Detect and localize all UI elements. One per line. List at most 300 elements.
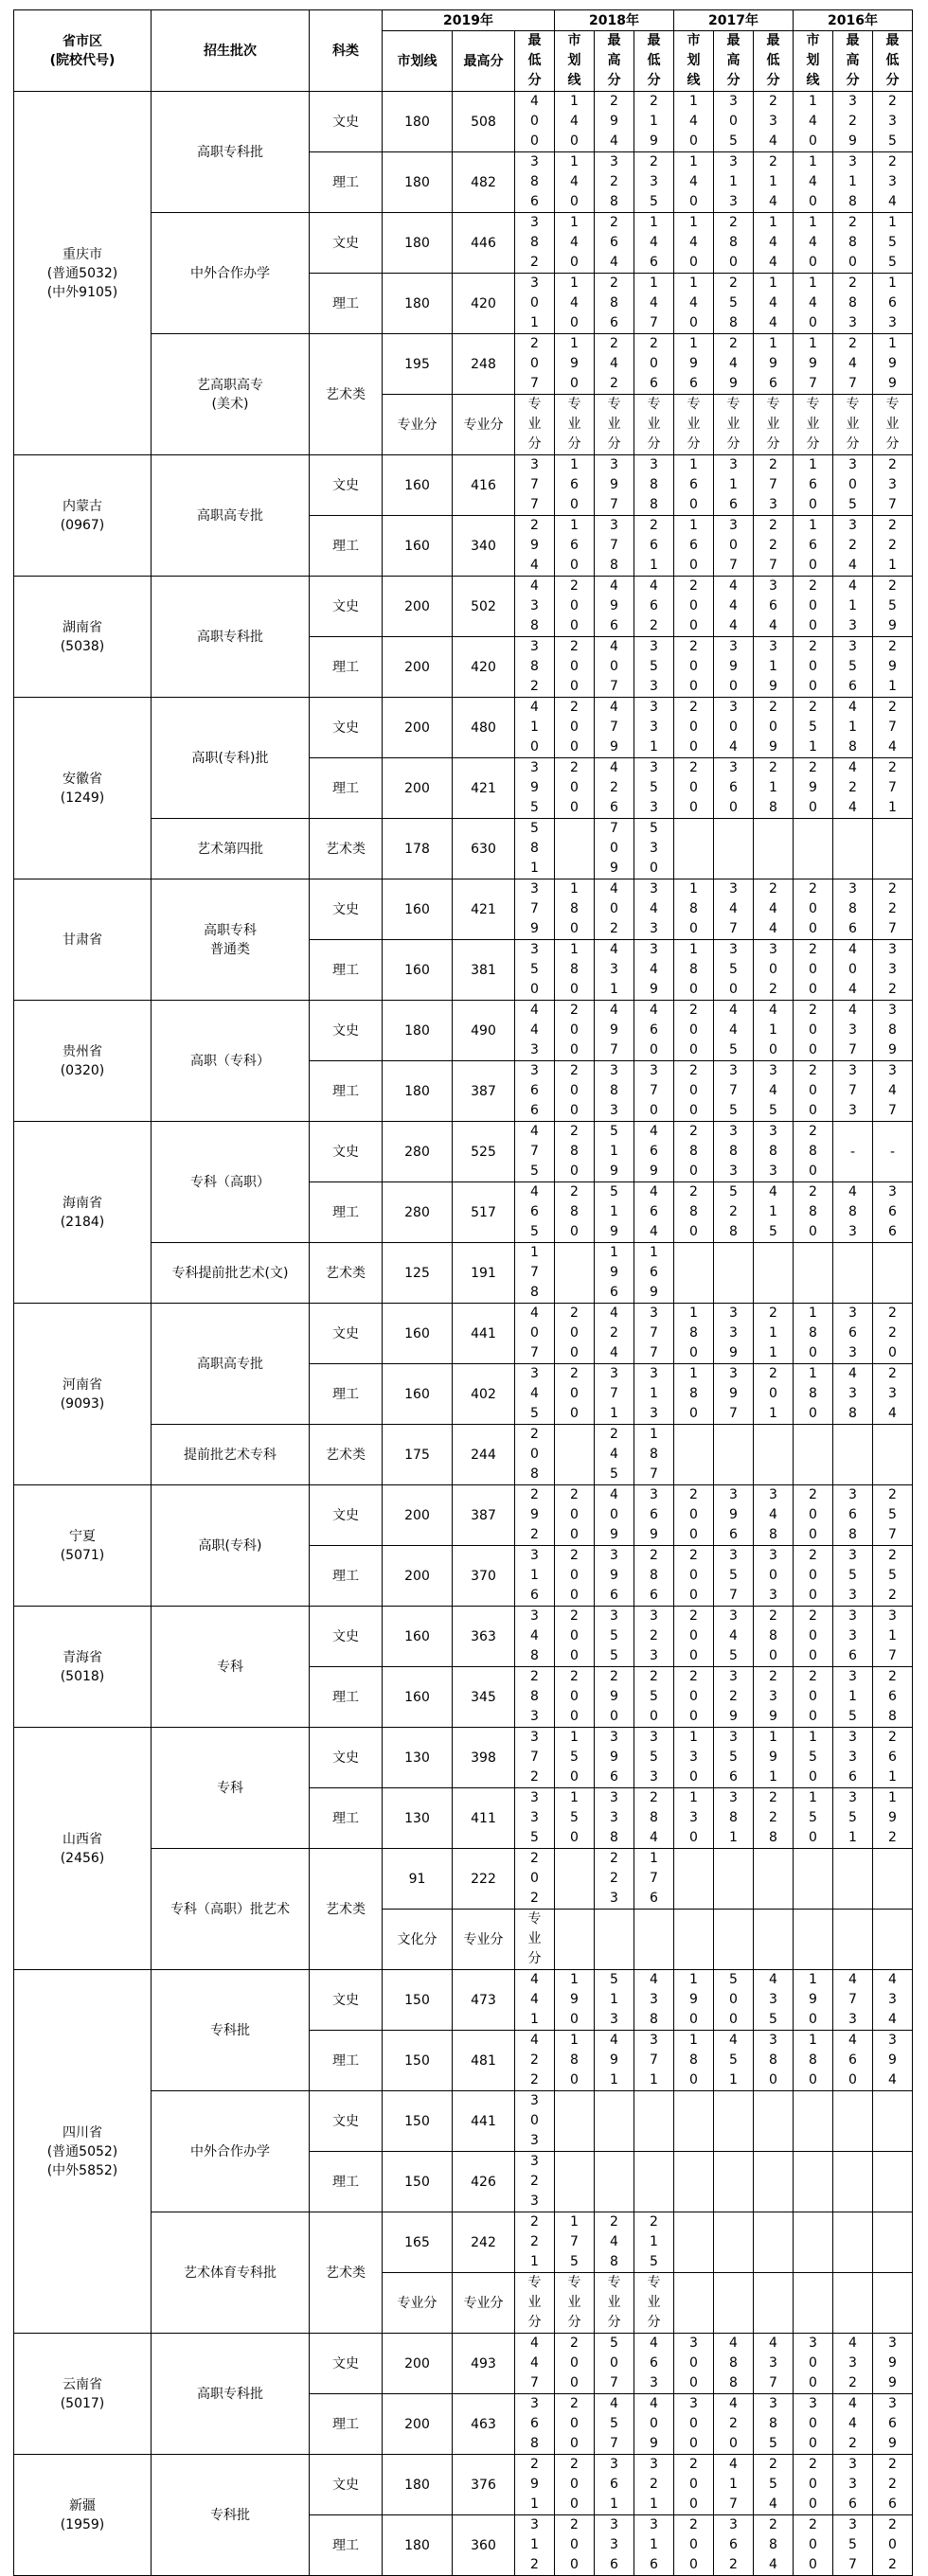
score-cell: 2 5 9 [873, 577, 913, 637]
batch-cell: 高职（专科） [152, 1001, 310, 1122]
score-cell [794, 2091, 833, 2152]
score-cell: 2 0 0 [555, 2455, 595, 2515]
score-cell: 2 0 0 [794, 1546, 833, 1607]
score-cell: 2 0 0 [794, 1001, 833, 1061]
score-cell: 370 [453, 1546, 515, 1607]
header-year: 2017年 [674, 10, 794, 31]
score-cell: 专 业 分 [674, 395, 714, 455]
subheader-2019: 市划线 [383, 31, 453, 92]
score-cell: 3 9 6 [714, 1485, 754, 1546]
subject-cell: 理工 [310, 940, 383, 1001]
score-cell: 3 6 1 [595, 2455, 634, 2515]
subject-cell: 文史 [310, 1001, 383, 1061]
batch-cell: 高职专科 普通类 [152, 879, 310, 1001]
table-row [14, 1001, 913, 1061]
score-cell: 345 [453, 1667, 515, 1728]
score-cell: 3 5 3 [634, 637, 674, 698]
score-cell [873, 2091, 913, 2152]
score-cell: 416 [453, 455, 515, 516]
score-cell: 3 3 2 [873, 940, 913, 1001]
score-cell: 专业分 [383, 2273, 453, 2334]
score-cell: 2 0 0 [674, 698, 714, 758]
score-cell: 4 4 2 [833, 2394, 873, 2455]
batch-cell: 高职(专科) [152, 1485, 310, 1607]
score-cell: 3 2 9 [714, 1667, 754, 1728]
score-cell: 5 8 1 [515, 819, 555, 879]
score-cell: 专 业 分 [555, 2273, 595, 2334]
subheader: 最 低 分 [754, 31, 794, 92]
table-row [14, 1485, 913, 1546]
subject-cell: 理工 [310, 758, 383, 819]
batch-cell: 专科批 [152, 2455, 310, 2576]
subject-cell: 理工 [310, 516, 383, 577]
score-cell: 2 1 1 [754, 1304, 794, 1364]
subject-cell: 文史 [310, 698, 383, 758]
score-cell: 4 4 5 [714, 1001, 754, 1061]
score-cell: 4 0 2 [595, 879, 634, 940]
score-cell: 2 8 6 [595, 274, 634, 334]
score-cell: 2 0 0 [555, 1607, 595, 1667]
score-cell: 专 业 分 [754, 395, 794, 455]
batch-cell: 中外合作办学 [152, 2091, 310, 2212]
score-cell: 2 0 0 [794, 2515, 833, 2576]
header-subject: 科类 [310, 10, 383, 92]
score-cell: 1 4 0 [555, 152, 595, 213]
subject-cell: 理工 [310, 1364, 383, 1425]
score-cell: 3 3 6 [833, 1728, 873, 1788]
score-cell: 2 0 0 [555, 698, 595, 758]
score-cell [714, 819, 754, 879]
score-cell: 473 [453, 1970, 515, 2031]
score-cell [794, 1425, 833, 1485]
score-cell: 3 7 5 [714, 1061, 754, 1122]
score-cell: 1 9 2 [873, 1788, 913, 1849]
score-cell: 2 5 0 [634, 1667, 674, 1728]
score-cell: 专 业 分 [595, 395, 634, 455]
score-cell: 2 2 7 [754, 516, 794, 577]
score-cell: 1 4 0 [794, 213, 833, 274]
score-cell: 3 1 7 [873, 1607, 913, 1667]
score-cell [873, 1243, 913, 1304]
score-cell: 200 [383, 577, 453, 637]
score-cell: 3 4 5 [754, 1061, 794, 1122]
score-cell: 490 [453, 1001, 515, 1061]
score-cell: 1 4 4 [754, 213, 794, 274]
province-cell: 贵州省 (0320) [14, 1001, 152, 1122]
score-cell: 630 [453, 819, 515, 879]
score-cell: 2 0 0 [674, 1485, 714, 1546]
score-cell: 2 0 2 [515, 1849, 555, 1910]
batch-cell: 高职(专科)批 [152, 698, 310, 819]
batch-cell: 艺术体育专科批 [152, 2212, 310, 2334]
score-cell: 402 [453, 1364, 515, 1425]
score-cell [754, 1849, 794, 1910]
score-cell: 4 5 1 [714, 2031, 754, 2091]
subject-cell: 文史 [310, 577, 383, 637]
score-cell: 340 [453, 516, 515, 577]
score-cell: 1 8 0 [674, 940, 714, 1001]
score-cell: 2 2 0 [873, 1304, 913, 1364]
score-cell: 3 9 9 [873, 2334, 913, 2394]
score-cell: 363 [453, 1607, 515, 1667]
score-cell [833, 2273, 873, 2334]
score-cell: 3 1 8 [833, 152, 873, 213]
score-cell: 3 0 2 [754, 940, 794, 1001]
score-cell: 3 4 9 [634, 940, 674, 1001]
score-cell: 2 4 9 [714, 334, 754, 395]
batch-cell: 专科 [152, 1607, 310, 1728]
subject-cell: 艺术类 [310, 1425, 383, 1485]
score-cell: 2 8 4 [634, 1788, 674, 1849]
score-cell: 3 2 4 [833, 516, 873, 577]
score-cell: 280 [383, 1182, 453, 1243]
score-cell [714, 2152, 754, 2212]
score-cell: 160 [383, 940, 453, 1001]
score-cell [833, 2091, 873, 2152]
score-cell: 4 7 9 [595, 698, 634, 758]
score-cell: 3 8 3 [595, 1061, 634, 1122]
score-cell [714, 2273, 754, 2334]
score-cell: 4 8 8 [714, 2334, 754, 2394]
score-cell: 130 [383, 1788, 453, 1849]
province-cell: 河南省 (9093) [14, 1304, 152, 1485]
score-cell [595, 1910, 634, 1970]
score-cell: 150 [383, 2152, 453, 2212]
score-cell: 2 6 1 [873, 1728, 913, 1788]
score-cell: 1 5 0 [794, 1788, 833, 1849]
score-cell: 191 [453, 1243, 515, 1304]
score-cell: 2 0 0 [674, 1001, 714, 1061]
table-row [14, 455, 913, 516]
province-cell: 云南省 (5017) [14, 2334, 152, 2455]
score-cell: 3 9 6 [595, 1728, 634, 1788]
score-cell [674, 1910, 714, 1970]
subject-cell: 文史 [310, 1728, 383, 1788]
subject-cell: 文史 [310, 879, 383, 940]
score-cell: 2 0 0 [555, 1667, 595, 1728]
score-cell: 3 3 6 [595, 2515, 634, 2576]
score-cell: 2 0 0 [555, 1364, 595, 1425]
score-cell: 4 2 6 [595, 758, 634, 819]
score-cell: 200 [383, 2394, 453, 2455]
score-cell: 3 4 5 [714, 1607, 754, 1667]
score-cell [714, 1910, 754, 1970]
score-cell: 5 1 9 [595, 1122, 634, 1182]
score-cell: 180 [383, 1061, 453, 1122]
score-cell: 5 1 9 [595, 1182, 634, 1243]
table-row [14, 92, 913, 152]
score-cell: 2 9 0 [794, 758, 833, 819]
score-cell: 3 0 3 [515, 2091, 555, 2152]
score-cell: 387 [453, 1061, 515, 1122]
score-cell: 3 3 6 [833, 2455, 873, 2515]
score-cell: 4 6 5 [515, 1182, 555, 1243]
score-cell [873, 2273, 913, 2334]
score-cell: 2 0 6 [634, 334, 674, 395]
score-cell [555, 1849, 595, 1910]
batch-cell: 提前批艺术专科 [152, 1425, 310, 1485]
score-cell: 3 8 5 [754, 2394, 794, 2455]
score-cell [634, 2091, 674, 2152]
score-cell: 4 3 1 [595, 940, 634, 1001]
score-cell: 专 业 分 [794, 395, 833, 455]
subject-cell: 文史 [310, 1607, 383, 1667]
score-cell: 1 6 0 [555, 455, 595, 516]
score-cell: 4 6 3 [634, 2334, 674, 2394]
batch-cell: 艺高职高专 (美术) [152, 334, 310, 455]
score-cell: 411 [453, 1788, 515, 1849]
score-cell: 4 1 0 [515, 698, 555, 758]
score-cell: 2 0 0 [674, 1061, 714, 1122]
score-cell: 3 0 3 [754, 1546, 794, 1607]
score-cell [674, 819, 714, 879]
score-cell: 1 3 0 [674, 1728, 714, 1788]
subject-cell: 文史 [310, 1304, 383, 1364]
score-cell: 2 2 1 [873, 516, 913, 577]
province-cell: 青海省 (5018) [14, 1607, 152, 1728]
score-cell: 1 8 0 [555, 879, 595, 940]
score-cell: 1 8 0 [794, 1364, 833, 1425]
subject-cell: 理工 [310, 274, 383, 334]
score-cell: 3 6 2 [714, 2515, 754, 2576]
table-row [14, 1970, 913, 2031]
score-cell: 3 0 1 [515, 274, 555, 334]
score-cell: 2 0 0 [674, 1546, 714, 1607]
score-cell: 专 业 分 [873, 395, 913, 455]
table-row [14, 1122, 913, 1182]
score-cell: 1 4 0 [674, 213, 714, 274]
score-cell: 1 9 7 [794, 334, 833, 395]
province-cell: 宁夏 (5071) [14, 1485, 152, 1607]
score-cell: 3 3 1 [634, 698, 674, 758]
score-cell: 2 4 2 [595, 334, 634, 395]
score-cell: 2 2 3 [595, 1849, 634, 1910]
score-cell: 文化分 [383, 1910, 453, 1970]
subject-cell: 理工 [310, 152, 383, 213]
score-cell: 4 1 7 [714, 2455, 754, 2515]
score-cell: 3 9 5 [515, 758, 555, 819]
score-cell: 2 3 5 [873, 92, 913, 152]
score-cell: 3 4 7 [873, 1061, 913, 1122]
subject-cell: 文史 [310, 1970, 383, 2031]
score-cell: 3 6 9 [873, 2394, 913, 2455]
score-cell: 4 2 4 [595, 1304, 634, 1364]
score-cell: 4 1 5 [754, 1182, 794, 1243]
score-cell: 3 7 7 [515, 455, 555, 516]
score-cell: 180 [383, 1001, 453, 1061]
score-cell: 3 5 6 [833, 637, 873, 698]
score-cell: 1 7 5 [555, 2212, 595, 2273]
score-cell: 130 [383, 1728, 453, 1788]
score-cell: 3 1 6 [714, 455, 754, 516]
score-cell: 3 0 0 [794, 2334, 833, 2394]
score-cell: 3 6 4 [754, 577, 794, 637]
subheader-2019: 最高分 [453, 31, 515, 92]
score-cell: 专 业 分 [595, 2273, 634, 2334]
score-cell: 1 4 0 [555, 213, 595, 274]
score-cell: 4 2 4 [833, 758, 873, 819]
score-cell: 1 3 0 [674, 1788, 714, 1849]
score-cell: 2 0 1 [754, 1364, 794, 1425]
subheader: 市 划 线 [674, 31, 714, 92]
score-cell [794, 1849, 833, 1910]
score-cell [754, 2273, 794, 2334]
score-cell: 493 [453, 2334, 515, 2394]
score-cell: 381 [453, 940, 515, 1001]
score-cell: 5 0 7 [595, 2334, 634, 2394]
batch-cell: 高职专科批 [152, 92, 310, 213]
score-cell: 3 5 3 [634, 758, 674, 819]
score-cell: 4 0 7 [595, 637, 634, 698]
score-cell: 248 [453, 334, 515, 395]
score-cell: 2 2 1 [515, 2212, 555, 2273]
score-cell: 4 3 8 [833, 1364, 873, 1425]
score-cell: 200 [383, 1485, 453, 1546]
score-cell: 2 9 1 [873, 637, 913, 698]
score-cell: 2 0 0 [555, 2334, 595, 2394]
score-cell: 3 0 5 [833, 455, 873, 516]
score-cell: 3 0 5 [714, 92, 754, 152]
score-cell: 1 7 6 [634, 1849, 674, 1910]
score-cell: 3 8 2 [515, 213, 555, 274]
header-batch: 招生批次 [152, 10, 310, 92]
subheader-2019: 最 低 分 [515, 31, 555, 92]
score-cell [674, 1425, 714, 1485]
score-cell: 2 8 0 [794, 1122, 833, 1182]
subject-cell: 艺术类 [310, 1849, 383, 1970]
batch-cell: 高职高专批 [152, 455, 310, 577]
score-cell: 160 [383, 1667, 453, 1728]
province-cell: 山西省 (2456) [14, 1728, 152, 1970]
score-cell: 1 6 9 [634, 1243, 674, 1304]
score-cell [714, 1243, 754, 1304]
score-cell: 3 0 0 [674, 2334, 714, 2394]
subject-cell: 理工 [310, 1788, 383, 1849]
score-cell: 2 2 8 [754, 1788, 794, 1849]
header-year: 2016年 [794, 10, 913, 31]
score-cell: 专 业 分 [515, 1910, 555, 1970]
score-cell: 480 [453, 698, 515, 758]
batch-cell: 专科提前批艺术(文) [152, 1243, 310, 1304]
subject-cell: 文史 [310, 455, 383, 516]
score-cell: 5 0 0 [714, 1970, 754, 2031]
batch-cell: 艺术第四批 [152, 819, 310, 879]
province-cell: 海南省 (2184) [14, 1122, 152, 1304]
score-cell: 4 3 7 [754, 2334, 794, 2394]
batch-cell: 高职专科批 [152, 577, 310, 698]
score-cell: 4 7 5 [515, 1122, 555, 1182]
table-row [14, 698, 913, 758]
score-cell: 2 0 8 [515, 1425, 555, 1485]
score-cell: 360 [453, 2515, 515, 2576]
score-cell: 4 7 3 [833, 1970, 873, 2031]
subject-cell: 文史 [310, 213, 383, 274]
score-cell: 2 0 0 [555, 1304, 595, 1364]
score-cell: 1 4 6 [634, 213, 674, 274]
score-cell [555, 819, 595, 879]
score-cell: 2 0 0 [794, 2455, 833, 2515]
score-cell: 2 0 0 [555, 2515, 595, 2576]
score-cell [794, 2152, 833, 2212]
score-cell: 200 [383, 1546, 453, 1607]
score-cell [714, 1425, 754, 1485]
score-cell: 200 [383, 758, 453, 819]
score-cell: 4 6 2 [634, 577, 674, 637]
score-cell [674, 2152, 714, 2212]
score-cell: 1 9 6 [754, 334, 794, 395]
score-cell [833, 1243, 873, 1304]
score-cell: 2 8 3 [515, 1667, 555, 1728]
score-cell [833, 819, 873, 879]
score-cell: 1 9 0 [674, 1970, 714, 2031]
score-cell: 2 0 7 [515, 334, 555, 395]
score-cell: 2 8 0 [794, 1182, 833, 1243]
score-cell: 2 3 7 [873, 455, 913, 516]
score-cell [794, 819, 833, 879]
score-cell: 3 0 0 [794, 2394, 833, 2455]
score-cell: 3 0 7 [714, 516, 754, 577]
score-cell: 160 [383, 1607, 453, 1667]
score-cell: 1 5 0 [794, 1728, 833, 1788]
score-cell: 2 5 2 [873, 1546, 913, 1607]
header-province: 省市区 (院校代号) [14, 10, 152, 92]
score-cell: 3 7 2 [515, 1728, 555, 1788]
score-cell: 1 9 0 [555, 334, 595, 395]
score-cell: 2 9 2 [515, 1485, 555, 1546]
score-cell: 3 9 7 [595, 455, 634, 516]
score-cell: 4 3 4 [873, 1970, 913, 2031]
score-cell: 3 9 4 [873, 2031, 913, 2091]
score-cell: 4 0 9 [595, 1485, 634, 1546]
score-cell: 2 8 0 [754, 1607, 794, 1667]
score-cell: 2 0 0 [555, 1546, 595, 1607]
score-cell: 2 4 4 [754, 879, 794, 940]
subject-cell: 文史 [310, 1122, 383, 1182]
score-cell: 4 6 9 [634, 1122, 674, 1182]
score-cell: 1 4 0 [794, 92, 833, 152]
score-cell: 1 8 0 [674, 2031, 714, 2091]
score-cell: 4 5 7 [595, 2394, 634, 2455]
score-cell: 4 4 1 [515, 1970, 555, 2031]
score-cell: 2 0 0 [794, 577, 833, 637]
score-cell: 420 [453, 637, 515, 698]
score-cell: 195 [383, 334, 453, 395]
score-cell: 150 [383, 2091, 453, 2152]
score-cell: 2 2 6 [873, 2455, 913, 2515]
subheader: 最 高 分 [714, 31, 754, 92]
subheader: 市 划 线 [555, 31, 595, 92]
batch-cell: 中外合作办学 [152, 213, 310, 334]
score-cell: 3 5 1 [833, 1788, 873, 1849]
score-cell [833, 2212, 873, 2273]
score-cell: 2 8 0 [555, 1182, 595, 1243]
score-cell: 4 6 4 [634, 1182, 674, 1243]
score-cell: 3 5 6 [714, 1728, 754, 1788]
score-cell: 2 4 5 [595, 1425, 634, 1485]
score-cell [634, 1910, 674, 1970]
score-cell: 1 6 0 [555, 516, 595, 577]
score-cell [754, 2212, 794, 2273]
subject-cell: 文史 [310, 92, 383, 152]
score-cell: 3 8 6 [833, 879, 873, 940]
score-cell: 421 [453, 758, 515, 819]
score-cell [833, 2152, 873, 2212]
score-cell [595, 2091, 634, 2152]
score-cell: 1 6 0 [794, 516, 833, 577]
subheader: 最 高 分 [595, 31, 634, 92]
score-cell: 2 1 8 [754, 758, 794, 819]
score-cell: 2 5 1 [794, 698, 833, 758]
